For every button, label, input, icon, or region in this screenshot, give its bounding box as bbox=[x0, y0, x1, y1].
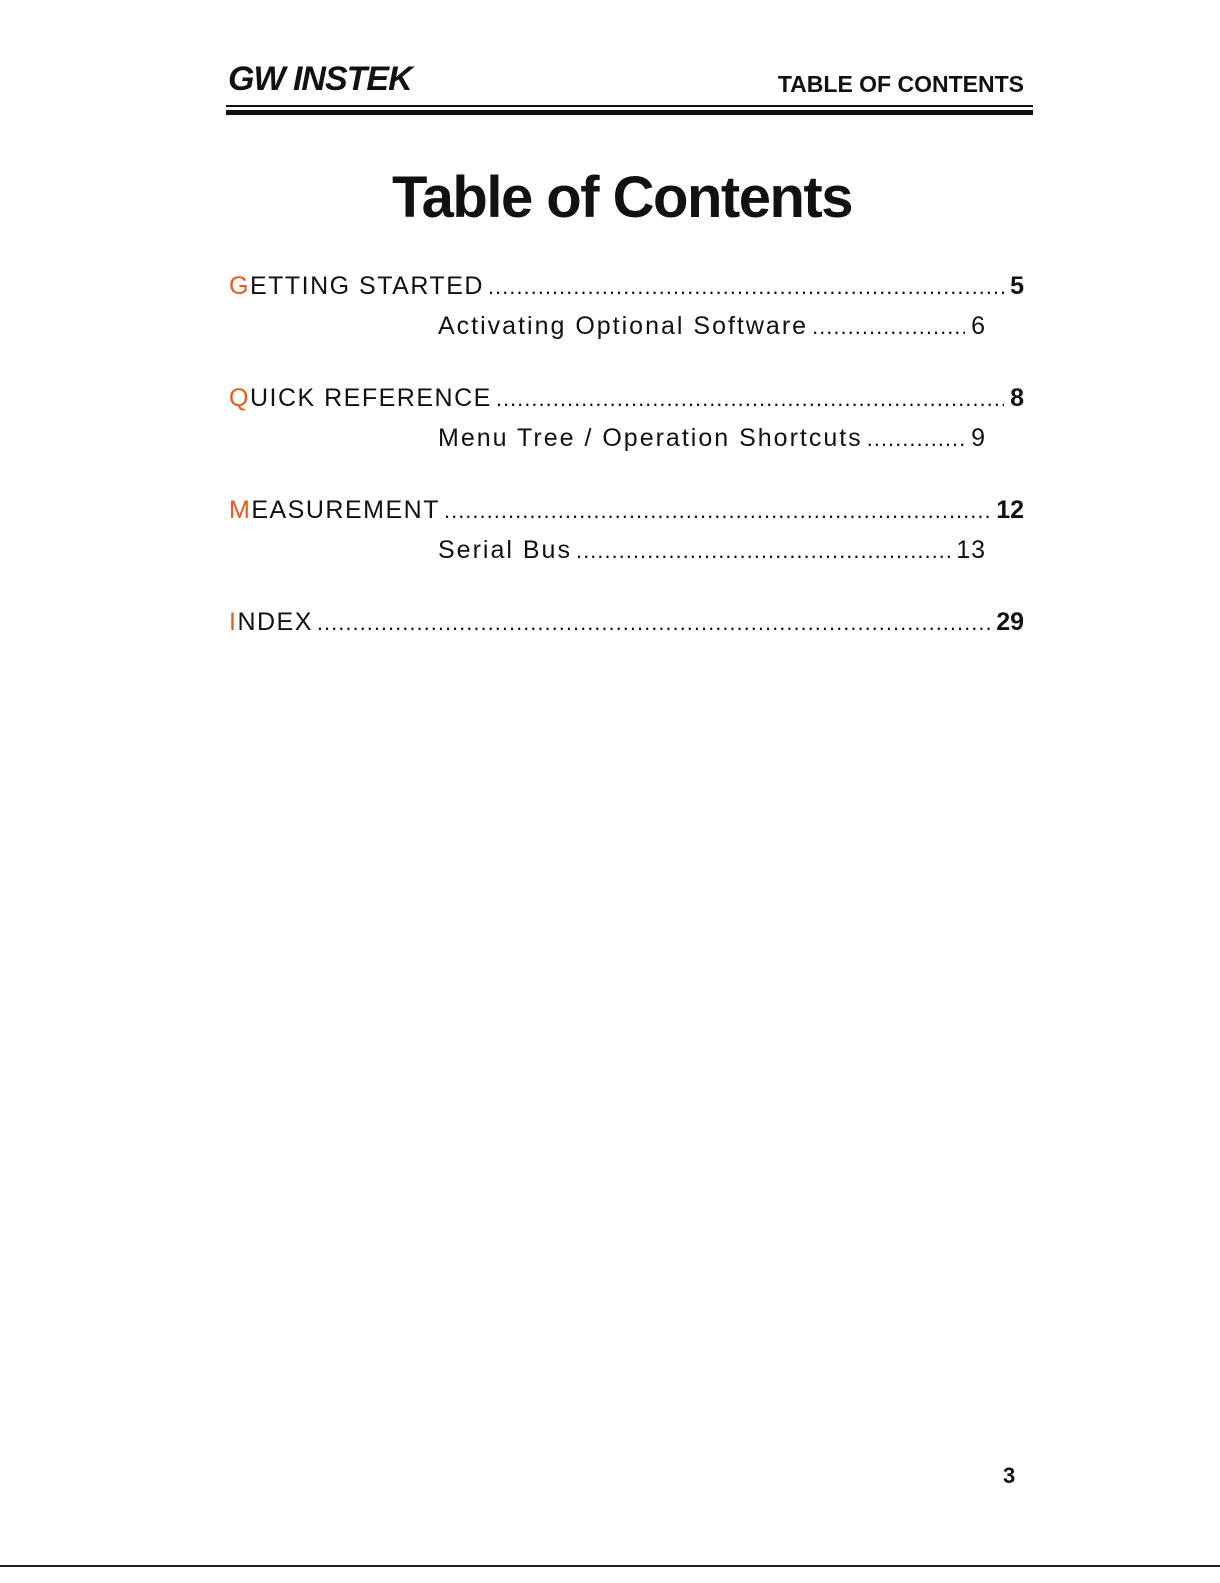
toc-chapter-title bbox=[229, 496, 440, 525]
dot-leader bbox=[576, 538, 950, 564]
table-of-contents bbox=[229, 272, 1024, 682]
chapter-initial: G bbox=[229, 272, 250, 300]
toc-chapter-page: 29 bbox=[996, 608, 1024, 636]
toc-chapter-page: 5 bbox=[1010, 272, 1024, 300]
chapter-title-rest: EASUREMENT bbox=[251, 496, 440, 524]
dot-leader bbox=[812, 314, 965, 340]
toc-chapter bbox=[229, 496, 1024, 574]
dot-leader bbox=[867, 426, 965, 452]
toc-section-link-menu-tree[interactable] bbox=[438, 424, 986, 462]
page-title: Table of Contents bbox=[392, 165, 852, 230]
toc-chapter-title bbox=[229, 384, 492, 413]
toc-section-title: Serial Bus bbox=[438, 536, 572, 564]
running-header-title: TABLE OF CONTENTS bbox=[777, 71, 1024, 97]
toc-section-page: 13 bbox=[956, 536, 986, 564]
chapter-title-rest: ETTING STARTED bbox=[249, 272, 484, 300]
toc-chapter bbox=[229, 384, 1024, 462]
toc-chapter-link-getting-started[interactable] bbox=[229, 272, 1024, 312]
chapter-initial: M bbox=[229, 496, 252, 524]
footer-page-number: 3 bbox=[1003, 1463, 1016, 1488]
chapter-initial: Q bbox=[229, 384, 250, 412]
toc-chapter-title bbox=[229, 272, 484, 301]
toc-chapter-link-quick-reference[interactable] bbox=[229, 384, 1024, 424]
toc-section-title: Menu Tree / Operation Shortcuts bbox=[438, 424, 863, 452]
chapter-title-rest: UICK REFERENCE bbox=[249, 384, 492, 412]
dot-leader bbox=[496, 386, 1004, 412]
toc-chapter-link-measurement[interactable] bbox=[229, 496, 1024, 536]
toc-section-page: 6 bbox=[971, 312, 986, 340]
toc-chapter-page: 12 bbox=[996, 496, 1024, 524]
toc-section-link-activating-optional-software[interactable] bbox=[438, 312, 986, 350]
toc-chapter-title bbox=[229, 608, 313, 637]
gw-instek-logo: GW INSTEK bbox=[228, 60, 412, 98]
toc-chapter-page: 8 bbox=[1010, 384, 1024, 412]
toc-section-link-serial-bus[interactable] bbox=[438, 536, 986, 574]
toc-chapter-link-index[interactable] bbox=[229, 608, 1024, 648]
dot-leader bbox=[488, 274, 1004, 300]
header-rule-thin bbox=[226, 105, 1033, 107]
chapter-initial: I bbox=[229, 608, 238, 636]
chapter-title-rest: NDEX bbox=[237, 608, 313, 636]
header-rule-thick bbox=[226, 110, 1033, 115]
page-bottom-edge bbox=[0, 1565, 1220, 1567]
dot-leader bbox=[444, 498, 990, 524]
toc-chapter bbox=[229, 608, 1024, 648]
toc-section-title: Activating Optional Software bbox=[438, 312, 809, 340]
toc-section-page: 9 bbox=[971, 424, 986, 452]
dot-leader bbox=[317, 610, 990, 636]
toc-chapter bbox=[229, 272, 1024, 350]
